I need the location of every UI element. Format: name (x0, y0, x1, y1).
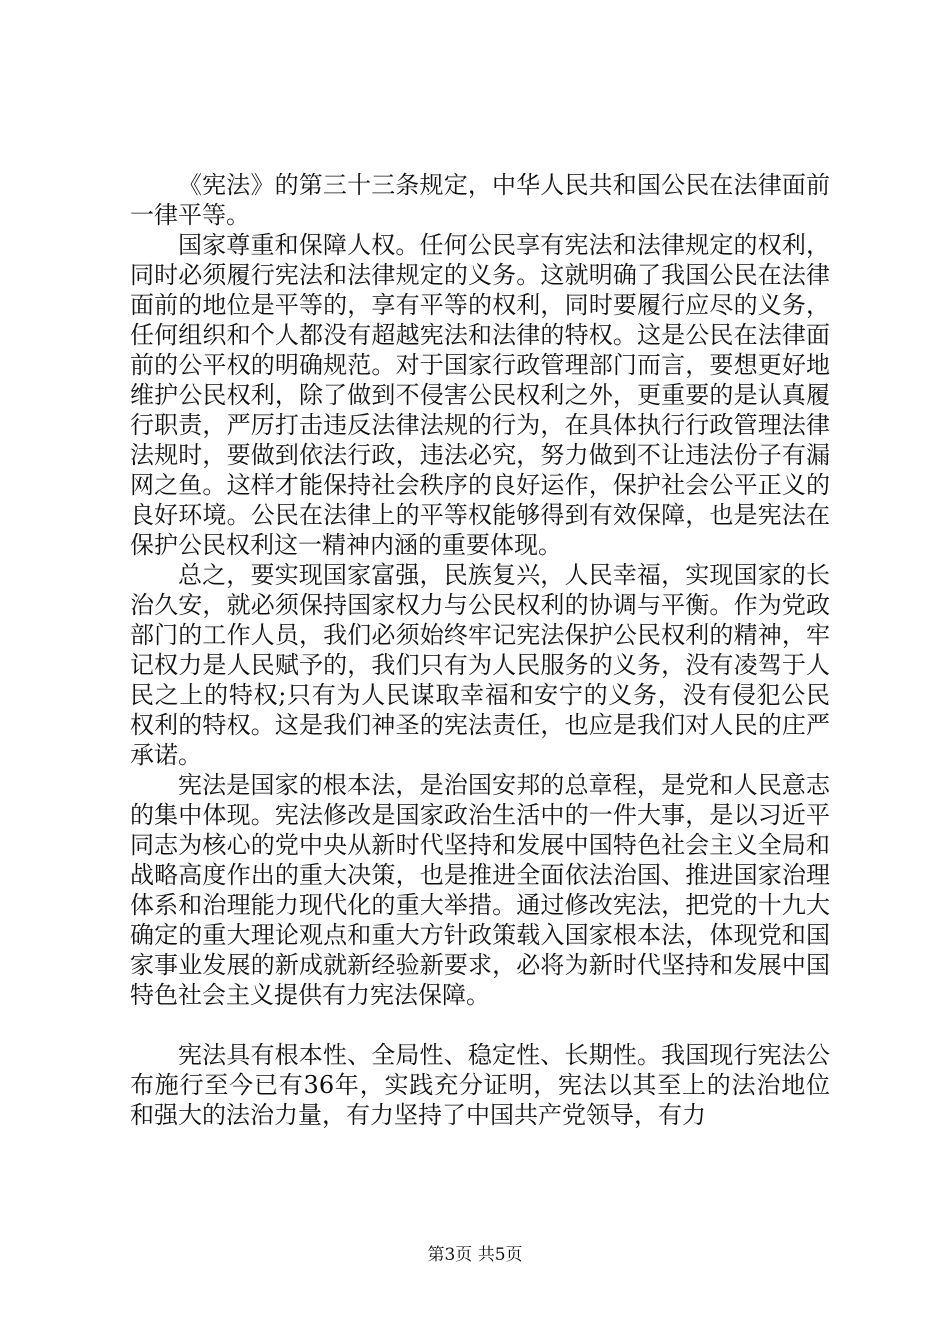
page-number-footer: 第3页 共5页 (427, 1245, 523, 1265)
paragraph-5: 宪法具有根本性、全局性、稳定性、长期性。我国现行宪法公布施行至今已有36年，实践充分证明，宪法以其至上的法治地位和强大的法治力量，有力坚持了中国共产党领导，有力 (130, 1041, 830, 1129)
paragraph-2: 国家尊重和保障人权。任何公民享有宪法和法律规定的权利，同时必须履行宪法和法律规定的义务。这就明确了我国公民在法律面前的地位是平等的，享有平等的权利，同时要履行应尽的义务，任何组织和个人都没有超越宪法和法律的特权。这是公民在法律面前的公平权的明确规范。对于国家行政管理部门而言，要想更好地维护公民权利，除了做到不侵害公民权利之外，更重要的是认真履行职责，严厉打击违反法律法规的行为，在具体执行行政管理法律法规时，要做到依法行政，违法必究，努力做到不让违法份子有漏网之鱼。这样才能保持社会秩序的良好运作，保护社会公平正义的良好环境。公民在法律上的平等权能够得到有效保障，也是宪法在保护公民权利这一精神内涵的重要体现。 (130, 231, 830, 559)
document-body (130, 170, 830, 1130)
paragraph-3: 总之，要实现国家富强，民族复兴，人民幸福，实现国家的长治久安，就必须保持国家权力与公民权利的协调与平衡。作为党政部门的工作人员，我们必须始终牢记宪法保护公民权利的精神，牢记权力是人民赋予的，我们只有为人民服务的义务，没有凌驾于人民之上的特权;只有为人民谋取幸福和安宁的义务，没有侵犯公民权利的特权。这是我们神圣的宪法责任，也应是我们对人民的庄严承诺。 (130, 561, 830, 769)
paragraph-1: 《宪法》的第三十三条规定，中华人民共和国公民在法律面前一律平等。 (130, 171, 830, 229)
paragraph-4: 宪法是国家的根本法，是治国安邦的总章程，是党和人民意志的集中体现。宪法修改是国家政治生活中的一件大事，是以习近平同志为核心的党中央从新时代坚持和发展中国特色社会主义全局和战略高度作出的重大决策，也是推进全面依法治国、推进国家治理体系和治理能力现代化的重大举措。通过修改宪法，把党的十九大确定的重大理论观点和重大方针政策载入国家根本法，体现党和国家事业发展的新成就新经验新要求，必将为新时代坚持和发展中国特色社会主义提供有力宪法保障。 (130, 771, 830, 1009)
